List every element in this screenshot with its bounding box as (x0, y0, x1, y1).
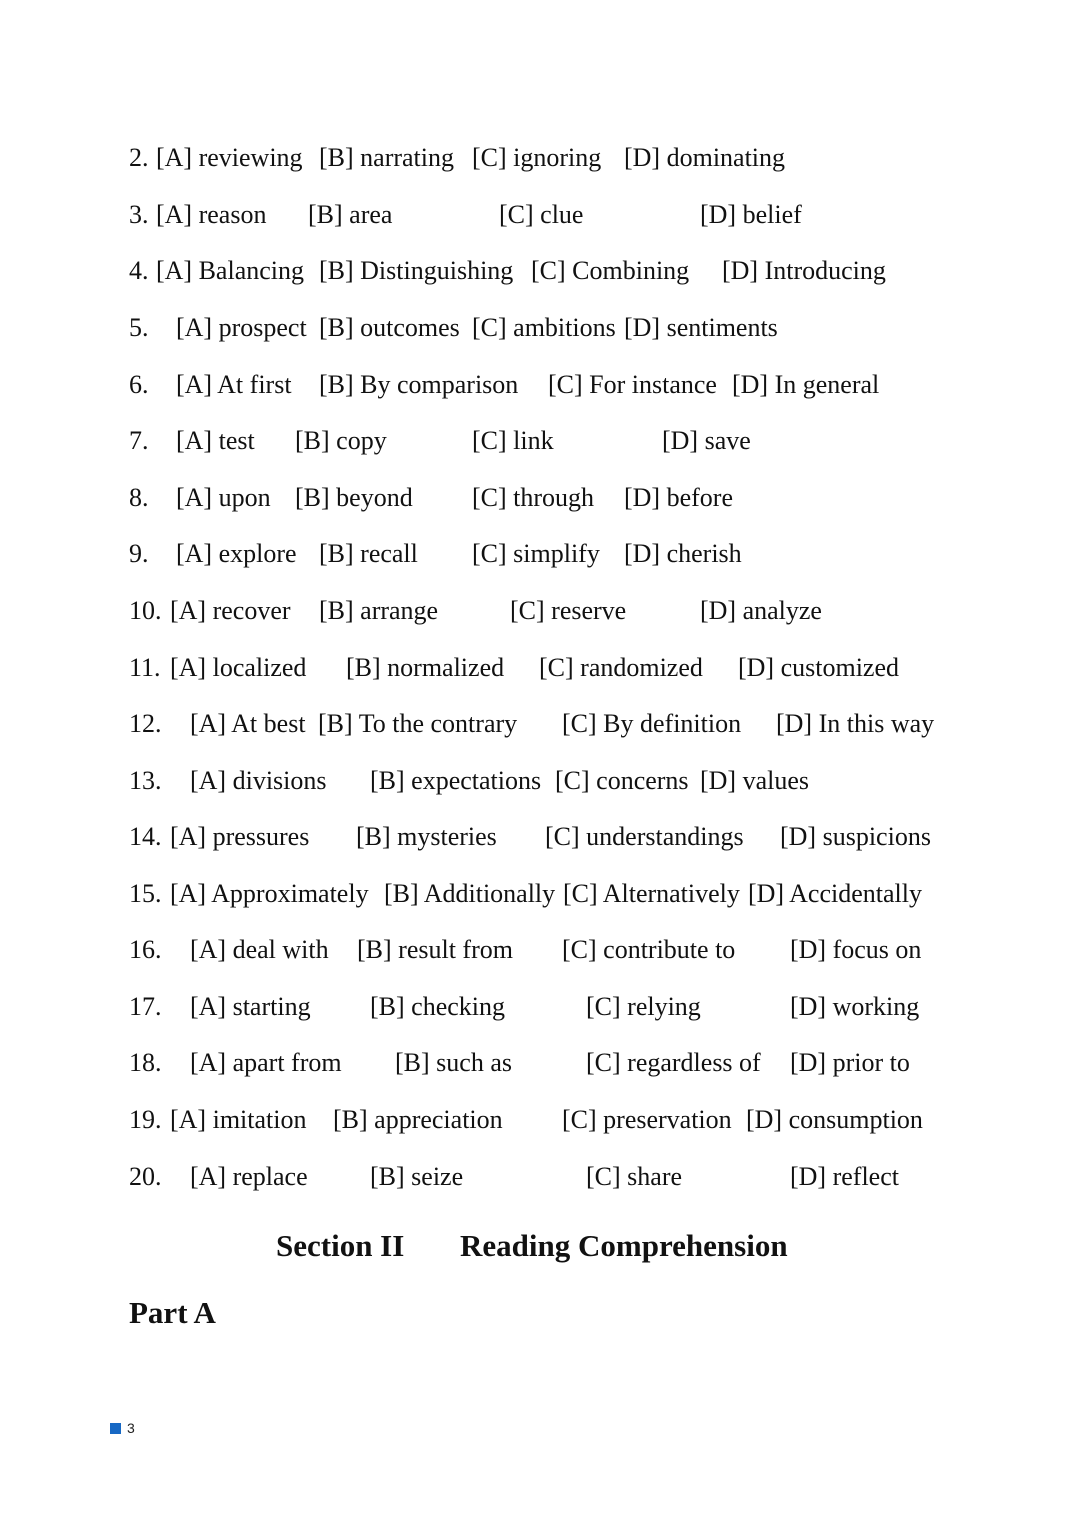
option-c: [C] preservation (562, 1105, 732, 1134)
square-bullet-icon (110, 1423, 121, 1434)
option-a: [A] At best (190, 709, 306, 738)
option-a: [A] prospect (176, 313, 307, 342)
option-a: [A] apart from (190, 1048, 342, 1077)
question-number: 4. (129, 256, 149, 285)
question-row-5 (0, 308, 1080, 348)
option-a: [A] divisions (190, 766, 327, 795)
option-d: [D] save (662, 426, 751, 455)
question-row-6 (0, 365, 1080, 405)
option-c: [C] reserve (510, 596, 627, 625)
option-c: [C] randomized (539, 653, 703, 682)
question-number: 11. (129, 653, 161, 682)
question-number: 8. (129, 483, 149, 512)
option-d: [D] cherish (624, 539, 742, 568)
option-d: [D] customized (738, 653, 900, 682)
question-number: 6. (129, 370, 149, 399)
option-c: [C] For instance (548, 370, 717, 399)
question-number: 15. (129, 879, 162, 908)
question-row-2 (0, 138, 1080, 178)
option-b: [B] such as (395, 1048, 512, 1077)
question-number: 5. (129, 313, 149, 342)
option-d: [D] values (700, 766, 810, 795)
option-d: [D] dominating (624, 143, 786, 172)
option-b: [B] arrange (319, 596, 439, 625)
option-d: [D] analyze (700, 596, 822, 625)
option-b: [B] beyond (295, 483, 413, 512)
option-d: [D] focus on (790, 935, 922, 964)
option-b: [B] Distinguishing (319, 256, 514, 285)
option-a: [A] deal with (190, 935, 329, 964)
option-a: [A] imitation (170, 1105, 307, 1134)
option-a: [A] Balancing (156, 256, 305, 285)
option-a: [A] reason (156, 200, 267, 229)
option-c: [C] Alternatively (563, 879, 740, 908)
section-title-text: Reading Comprehension (460, 1228, 788, 1263)
question-number: 17. (129, 992, 162, 1021)
question-number: 9. (129, 539, 149, 568)
option-a: [A] replace (190, 1162, 308, 1191)
option-b: [B] copy (295, 426, 387, 455)
option-a: [A] upon (176, 483, 271, 512)
question-row-8 (0, 478, 1080, 518)
question-row-3 (0, 195, 1080, 235)
question-number: 12. (129, 709, 162, 738)
part-heading: Part A (129, 1295, 216, 1330)
question-row-4 (0, 251, 1080, 291)
question-row-20 (0, 1157, 1080, 1197)
question-row-14 (0, 817, 1080, 857)
option-c: [C] relying (586, 992, 701, 1021)
option-c: [C] concerns (555, 766, 689, 795)
option-c: [C] through (472, 483, 595, 512)
page-number: 3 (127, 1420, 135, 1436)
option-a: [A] localized (170, 653, 307, 682)
question-row-11 (0, 648, 1080, 688)
option-c: [C] clue (499, 200, 584, 229)
question-number: 7. (129, 426, 149, 455)
option-a: [A] At first (176, 370, 292, 399)
option-d: [D] working (790, 992, 920, 1021)
question-row-10 (0, 591, 1080, 631)
option-d: [D] consumption (746, 1105, 923, 1134)
section-heading (0, 1224, 1080, 1268)
option-d: [D] sentiments (624, 313, 778, 342)
question-number: 3. (129, 200, 149, 229)
option-b: [B] result from (357, 935, 513, 964)
option-c: [C] share (586, 1162, 683, 1191)
option-a: [A] Approximately (170, 879, 369, 908)
option-d: [D] In this way (776, 709, 935, 738)
option-b: [B] outcomes (319, 313, 460, 342)
question-number: 13. (129, 766, 162, 795)
question-number: 19. (129, 1105, 162, 1134)
option-b: [B] normalized (346, 653, 505, 682)
option-c: [C] regardless of (586, 1048, 761, 1077)
question-row-19 (0, 1100, 1080, 1140)
option-b: [B] narrating (319, 143, 455, 172)
option-a: [A] starting (190, 992, 311, 1021)
option-c: [C] link (472, 426, 554, 455)
question-row-7 (0, 421, 1080, 461)
option-d: [D] Accidentally (748, 879, 922, 908)
question-row-13 (0, 761, 1080, 801)
option-c: [C] ambitions (472, 313, 616, 342)
question-row-18 (0, 1043, 1080, 1083)
question-row-17 (0, 987, 1080, 1027)
question-number: 10. (129, 596, 162, 625)
page-footer (110, 1420, 135, 1436)
option-b: [B] recall (319, 539, 418, 568)
question-row-16 (0, 930, 1080, 970)
question-row-15 (0, 874, 1080, 914)
option-c: [C] understandings (545, 822, 744, 851)
option-d: [D] Introducing (722, 256, 886, 285)
option-d: [D] suspicions (780, 822, 931, 851)
option-c: [C] contribute to (562, 935, 736, 964)
question-number: 2. (129, 143, 149, 172)
option-c: [C] simplify (472, 539, 600, 568)
option-d: [D] belief (700, 200, 802, 229)
question-row-9 (0, 534, 1080, 574)
question-number: 14. (129, 822, 162, 851)
option-a: [A] reviewing (156, 143, 303, 172)
option-a: [A] explore (176, 539, 297, 568)
option-c: [C] ignoring (472, 143, 602, 172)
question-number: 18. (129, 1048, 162, 1077)
option-b: [B] expectations (370, 766, 542, 795)
option-b: [B] To the contrary (318, 709, 518, 738)
question-number: 20. (129, 1162, 162, 1191)
option-c: [C] Combining (531, 256, 690, 285)
option-d: [D] reflect (790, 1162, 899, 1191)
option-d: [D] prior to (790, 1048, 910, 1077)
option-d: [D] In general (732, 370, 880, 399)
option-b: [B] mysteries (356, 822, 497, 851)
option-c: [C] By definition (562, 709, 742, 738)
option-b: [B] appreciation (333, 1105, 503, 1134)
option-a: [A] recover (170, 596, 291, 625)
option-a: [A] pressures (170, 822, 310, 851)
option-b: [B] Additionally (384, 879, 556, 908)
option-b: [B] By comparison (319, 370, 519, 399)
option-b: [B] checking (370, 992, 506, 1021)
option-a: [A] test (176, 426, 255, 455)
option-b: [B] area (308, 200, 393, 229)
option-b: [B] seize (370, 1162, 464, 1191)
question-number: 16. (129, 935, 162, 964)
section-label: Section II (276, 1228, 405, 1263)
question-row-12 (0, 704, 1080, 744)
option-d: [D] before (624, 483, 733, 512)
